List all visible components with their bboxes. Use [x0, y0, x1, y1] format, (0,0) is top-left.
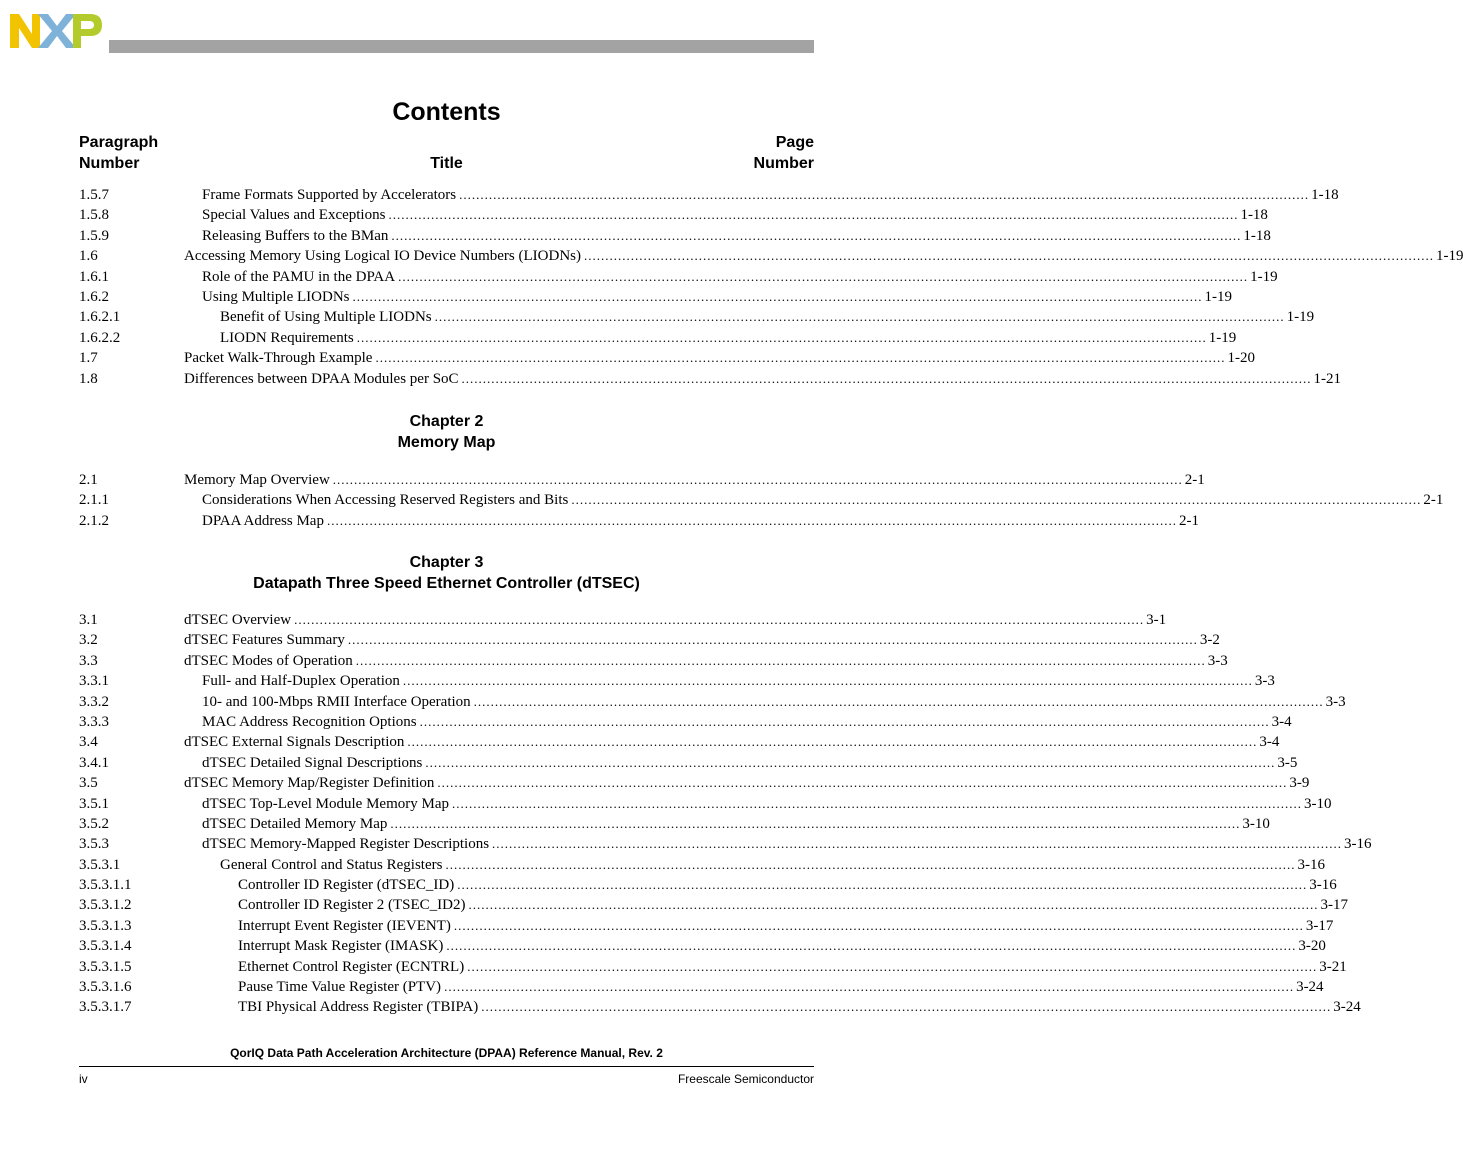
toc-title: dTSEC Detailed Signal Descriptions	[202, 754, 423, 771]
chapter-label: Chapter 2	[409, 413, 484, 430]
toc-title: General Control and Status Registers	[220, 856, 443, 873]
toc-entry-line	[202, 671, 1275, 691]
toc-title: Considerations When Accessing Reserved Registers and Bits	[202, 492, 569, 509]
toc-paragraph-number: 1.6.2.2	[79, 329, 121, 346]
column-header-title: Title	[430, 155, 463, 172]
toc-page-number: 1-19	[1208, 329, 1237, 346]
toc-title: MAC Address Recognition Options	[202, 713, 417, 730]
dot-leader: ........................................................................................................................................................................................................	[425, 754, 1276, 770]
toc-entry[interactable]	[79, 328, 1237, 348]
dot-leader: ........................................................................................................................................................................................................	[356, 329, 1207, 345]
toc-page-number: 3-16	[1344, 836, 1372, 853]
toc-title: DPAA Address Map	[202, 512, 324, 529]
toc-page-number: 1-19	[1204, 288, 1232, 305]
chapter-heading	[0, 553, 893, 594]
dot-leader: ........................................................................................................................................................................................................	[402, 673, 1253, 689]
toc-entry[interactable]	[79, 610, 1167, 630]
dot-leader: ........................................................................................................................................................................................................	[457, 877, 1308, 893]
dot-leader: ........................................................................................................................................................................................................	[468, 897, 1319, 913]
toc-entry[interactable]	[79, 957, 1347, 977]
toc-entry[interactable]	[79, 977, 1324, 997]
toc-page-number: 1-19	[1250, 268, 1278, 285]
toc-page-number: 1-18	[1243, 227, 1271, 244]
toc-entry[interactable]	[79, 692, 1346, 712]
toc-title: Special Values and Exceptions	[202, 207, 386, 224]
toc-paragraph-number: 3.5.3.1.6	[79, 979, 132, 996]
toc-entry-line	[238, 977, 1324, 997]
toc-entry[interactable]	[79, 205, 1268, 225]
dot-leader: ........................................................................................................................................................................................................	[419, 713, 1270, 729]
toc-title: Ethernet Control Register (ECNTRL)	[238, 958, 465, 975]
toc-entry-line	[238, 916, 1334, 936]
toc-paragraph-number: 1.5.8	[79, 207, 109, 224]
toc-entry[interactable]	[79, 287, 1232, 307]
toc-title: dTSEC Modes of Operation	[184, 652, 353, 669]
toc-paragraph-number: 3.5.3.1.4	[79, 938, 132, 955]
toc-paragraph-number: 3.5.3.1.7	[79, 999, 132, 1016]
toc-title: dTSEC Detailed Memory Map	[202, 815, 388, 832]
dot-leader: ........................................................................................................................................................................................................	[294, 612, 1145, 627]
toc-entry-line	[184, 773, 1310, 793]
toc-entry-line	[202, 753, 1298, 773]
toc-paragraph-number: 1.6.2	[79, 288, 109, 305]
toc-entry[interactable]	[79, 185, 1339, 205]
nxp-logo	[10, 12, 102, 48]
toc-entry[interactable]	[79, 753, 1298, 773]
toc-section	[79, 185, 1463, 389]
dot-leader: ........................................................................................................................................................................................................	[347, 632, 1198, 648]
toc-title: Controller ID Register (dTSEC_ID)	[238, 877, 455, 894]
dot-leader: ........................................................................................................................................................................................................	[451, 795, 1302, 811]
toc-page-number: 3-21	[1319, 958, 1347, 975]
toc-page-number: 1-18	[1240, 207, 1268, 224]
dot-leader: ........................................................................................................................................................................................................	[388, 207, 1239, 223]
toc-page-number: 2-1	[1184, 472, 1205, 488]
toc-paragraph-number: 3.5.3.1.2	[79, 897, 132, 914]
toc-title: Memory Map Overview	[184, 472, 330, 488]
toc-paragraph-number: 3.5.2	[79, 815, 109, 832]
toc-entry-line	[184, 470, 1205, 490]
toc-entry[interactable]	[79, 511, 1199, 531]
dot-leader: ........................................................................................................................................................................................................	[390, 815, 1241, 831]
toc-paragraph-number: 2.1.1	[79, 492, 109, 509]
toc-title: dTSEC Top-Level Module Memory Map	[202, 795, 449, 812]
toc-entry-line	[184, 610, 1167, 630]
toc-entry[interactable]	[79, 267, 1278, 287]
toc-title: Differences between DPAA Modules per SoC	[184, 370, 459, 387]
toc-entry[interactable]	[79, 246, 1463, 266]
dot-leader: ........................................................................................................................................................................................................	[437, 775, 1288, 791]
toc-page-number: 3-3	[1325, 693, 1346, 710]
toc-page-number: 3-17	[1320, 897, 1348, 914]
toc-paragraph-number: 1.6.1	[79, 268, 109, 285]
chapter-name: Datapath Three Speed Ethernet Controller (dTSEC)	[253, 574, 640, 592]
toc-paragraph-number: 3.5.3.1.1	[79, 877, 132, 894]
toc-paragraph-number: 3.5.1	[79, 795, 109, 812]
dot-leader: ........................................................................................................................................................................................................	[446, 938, 1297, 954]
toc-entry-line	[184, 246, 1463, 266]
toc-paragraph-number: 3.4.1	[79, 754, 109, 771]
toc-entry[interactable]	[79, 671, 1275, 691]
toc-entry-line	[202, 287, 1232, 307]
column-header-line: Number	[753, 155, 814, 172]
toc-page-number: 1-21	[1313, 370, 1342, 387]
dot-leader: ........................................................................................................................................................................................................	[434, 309, 1285, 325]
toc-page-number: 3-3	[1254, 673, 1275, 690]
toc-title: Pause Time Value Register (PTV)	[238, 979, 442, 996]
column-header-line: Number	[79, 155, 140, 172]
toc-entry[interactable]	[79, 895, 1348, 915]
toc-entry-line	[202, 712, 1292, 732]
toc-entry-line	[238, 936, 1326, 956]
toc-paragraph-number: 3.5.3.1.5	[79, 958, 132, 975]
toc-entry-line	[238, 895, 1348, 915]
toc-entry-line	[202, 490, 1444, 510]
toc-entry[interactable]	[79, 369, 1342, 389]
footer-document-title: QorIQ Data Path Acceleration Architecture (DPAA) Reference Manual, Rev. 2	[230, 1046, 663, 1060]
toc-title: TBI Physical Address Register (TBIPA)	[238, 999, 479, 1016]
dot-leader: ........................................................................................................................................................................................................	[461, 370, 1312, 386]
dot-leader: ........................................................................................................................................................................................................	[453, 917, 1304, 933]
toc-entry[interactable]	[79, 936, 1326, 956]
toc-title: dTSEC Memory Map/Register Definition	[184, 775, 435, 792]
chapter-heading	[0, 412, 893, 453]
dot-leader: ........................................................................................................................................................................................................	[398, 268, 1249, 284]
toc-paragraph-number: 1.8	[79, 370, 98, 387]
toc-title: dTSEC Overview	[184, 612, 292, 628]
toc-paragraph-number: 3.3.3	[79, 713, 109, 730]
toc-page-number: 3-1	[1146, 612, 1167, 628]
toc-paragraph-number: 3.5.3.1	[79, 856, 121, 873]
toc-entry[interactable]	[79, 732, 1280, 752]
toc-paragraph-number: 3.1	[79, 612, 98, 628]
toc-entry-line	[220, 307, 1315, 327]
toc-title: Full- and Half-Duplex Operation	[202, 673, 400, 690]
toc-paragraph-number: 3.5.3.1.3	[79, 917, 132, 934]
toc-paragraph-number: 1.6	[79, 248, 98, 265]
toc-entry-line	[202, 205, 1268, 225]
toc-entry[interactable]	[79, 773, 1310, 793]
toc-title: Accessing Memory Using Logical IO Device Numbers (LIODNs)	[184, 248, 581, 265]
toc-entry-line	[202, 511, 1199, 531]
toc-title: Packet Walk-Through Example	[184, 350, 373, 367]
dot-leader: ........................................................................................................................................................................................................	[352, 288, 1203, 304]
toc-page-number: 3-3	[1207, 652, 1228, 669]
toc-entry-line	[238, 997, 1361, 1017]
toc-paragraph-number: 1.5.7	[79, 187, 109, 203]
toc-paragraph-number: 3.5	[79, 775, 98, 792]
toc-page-number: 3-17	[1305, 917, 1334, 934]
toc-entry[interactable]	[79, 712, 1292, 732]
toc-title: Releasing Buffers to the BMan	[202, 227, 389, 244]
toc-paragraph-number: 3.4	[79, 734, 98, 751]
toc-title: dTSEC Features Summary	[184, 632, 345, 649]
dot-leader: ........................................................................................................................................................................................................	[583, 248, 1434, 264]
toc-page-number: 3-20	[1298, 938, 1326, 955]
toc-entry[interactable]	[79, 855, 1325, 875]
toc-paragraph-number: 2.1	[79, 472, 98, 488]
dot-leader: ........................................................................................................................................................................................................	[492, 836, 1343, 852]
toc-entry[interactable]	[79, 916, 1334, 936]
dot-leader: ........................................................................................................................................................................................................	[332, 472, 1183, 487]
toc-entry[interactable]	[79, 651, 1228, 671]
toc-page-number: 2-1	[1423, 492, 1444, 509]
header-bar	[109, 40, 814, 53]
toc-entry-line	[184, 651, 1228, 671]
toc-entry[interactable]	[79, 348, 1255, 368]
dot-leader: ........................................................................................................................................................................................................	[391, 227, 1242, 243]
toc-entry-line	[184, 348, 1255, 368]
toc-entry-line	[202, 692, 1346, 712]
toc-page-number: 2-1	[1178, 512, 1199, 529]
toc-paragraph-number: 3.3.1	[79, 673, 109, 690]
toc-title: Interrupt Event Register (IEVENT)	[238, 917, 451, 934]
toc-title: LIODN Requirements	[220, 329, 354, 346]
toc-entry-line	[238, 875, 1337, 895]
toc-page-number: 3-24	[1296, 979, 1324, 996]
toc-entry-line	[202, 267, 1278, 287]
toc-page-number: 3-5	[1277, 754, 1298, 771]
toc-paragraph-number: 3.3	[79, 652, 98, 669]
toc-entry-line	[202, 185, 1339, 205]
column-header-line: Page	[775, 134, 814, 151]
toc-paragraph-number: 2.1.2	[79, 512, 109, 529]
toc-entry[interactable]	[79, 834, 1372, 854]
toc-entry[interactable]	[79, 490, 1444, 510]
toc-paragraph-number: 3.5.3	[79, 836, 109, 853]
toc-entry[interactable]	[79, 307, 1315, 327]
toc-paragraph-number: 1.5.9	[79, 227, 109, 244]
toc-paragraph-number: 1.6.2.1	[79, 309, 121, 326]
toc-section	[79, 610, 1372, 1018]
toc-paragraph-number: 3.3.2	[79, 693, 109, 710]
toc-title: 10- and 100-Mbps RMII Interface Operation	[202, 693, 471, 710]
dot-leader: ........................................................................................................................................................................................................	[407, 734, 1258, 750]
toc-entry-line	[220, 328, 1237, 348]
dot-leader: ........................................................................................................................................................................................................	[467, 958, 1318, 974]
toc-page-number: 3-2	[1199, 632, 1220, 649]
toc-entry[interactable]	[79, 630, 1220, 650]
toc-page-number: 3-16	[1309, 877, 1337, 894]
toc-page-number: 1-19	[1435, 248, 1463, 265]
toc-entry[interactable]	[79, 794, 1332, 814]
footer-rule	[79, 1066, 814, 1067]
toc-page-number: 3-24	[1333, 999, 1361, 1016]
toc-title: Role of the PAMU in the DPAA	[202, 268, 396, 285]
toc-title: Controller ID Register 2 (TSEC_ID2)	[238, 897, 466, 914]
toc-page-number: 3-4	[1259, 734, 1280, 751]
dot-leader: ........................................................................................................................................................................................................	[444, 979, 1295, 995]
toc-entry-line	[184, 369, 1342, 389]
toc-page-number: 3-10	[1242, 815, 1270, 832]
dot-leader: ........................................................................................................................................................................................................	[355, 652, 1206, 668]
column-header-line: Paragraph	[79, 134, 159, 151]
toc-paragraph-number: 3.2	[79, 632, 98, 649]
dot-leader: ........................................................................................................................................................................................................	[481, 999, 1332, 1015]
toc-entry[interactable]	[79, 226, 1271, 246]
dot-leader: ........................................................................................................................................................................................................	[459, 187, 1310, 202]
toc-entry[interactable]	[79, 997, 1361, 1017]
footer-company: Freescale Semiconductor	[677, 1072, 814, 1086]
toc-entry-line	[202, 226, 1271, 246]
toc-page-number: 1-18	[1311, 187, 1339, 203]
toc-entry[interactable]	[79, 814, 1270, 834]
toc-page-number: 3-10	[1303, 795, 1332, 812]
toc-entry[interactable]	[79, 875, 1337, 895]
toc-entry-line	[184, 732, 1280, 752]
dot-leader: ........................................................................................................................................................................................................	[571, 492, 1422, 508]
toc-section	[79, 470, 1444, 531]
toc-page-number: 3-4	[1271, 713, 1292, 730]
column-header-page-number	[754, 132, 814, 174]
toc-page-number: 1-19	[1286, 309, 1315, 326]
footer-page-number: iv	[79, 1072, 88, 1086]
toc-entry-line	[202, 794, 1332, 814]
dot-leader: ........................................................................................................................................................................................................	[445, 856, 1296, 872]
toc-entry[interactable]	[79, 470, 1205, 490]
toc-page-number: 3-9	[1289, 775, 1310, 792]
toc-title: Benefit of Using Multiple LIODNs	[220, 309, 432, 326]
toc-entry-line	[202, 834, 1372, 854]
dot-leader: ........................................................................................................................................................................................................	[473, 693, 1324, 709]
page-title: Contents	[392, 98, 501, 126]
toc-entry-line	[184, 630, 1220, 650]
toc-entry-line	[202, 814, 1270, 834]
chapter-name: Memory Map	[397, 433, 496, 451]
toc-title: dTSEC External Signals Description	[184, 734, 405, 751]
dot-leader: ........................................................................................................................................................................................................	[375, 350, 1226, 366]
toc-title: Using Multiple LIODNs	[202, 288, 350, 305]
toc-page-number: 1-20	[1227, 350, 1255, 367]
toc-paragraph-number: 1.7	[79, 350, 98, 367]
toc-page-number: 3-16	[1297, 856, 1325, 873]
toc-title: dTSEC Memory-Mapped Register Descriptions	[202, 836, 490, 853]
toc-entry-line	[220, 855, 1325, 875]
toc-title: Interrupt Mask Register (IMASK)	[238, 938, 444, 955]
toc-title: Frame Formats Supported by Accelerators	[202, 187, 457, 203]
chapter-label: Chapter 3	[409, 554, 484, 571]
dot-leader: ........................................................................................................................................................................................................	[326, 512, 1177, 528]
toc-entry-line	[238, 957, 1347, 977]
